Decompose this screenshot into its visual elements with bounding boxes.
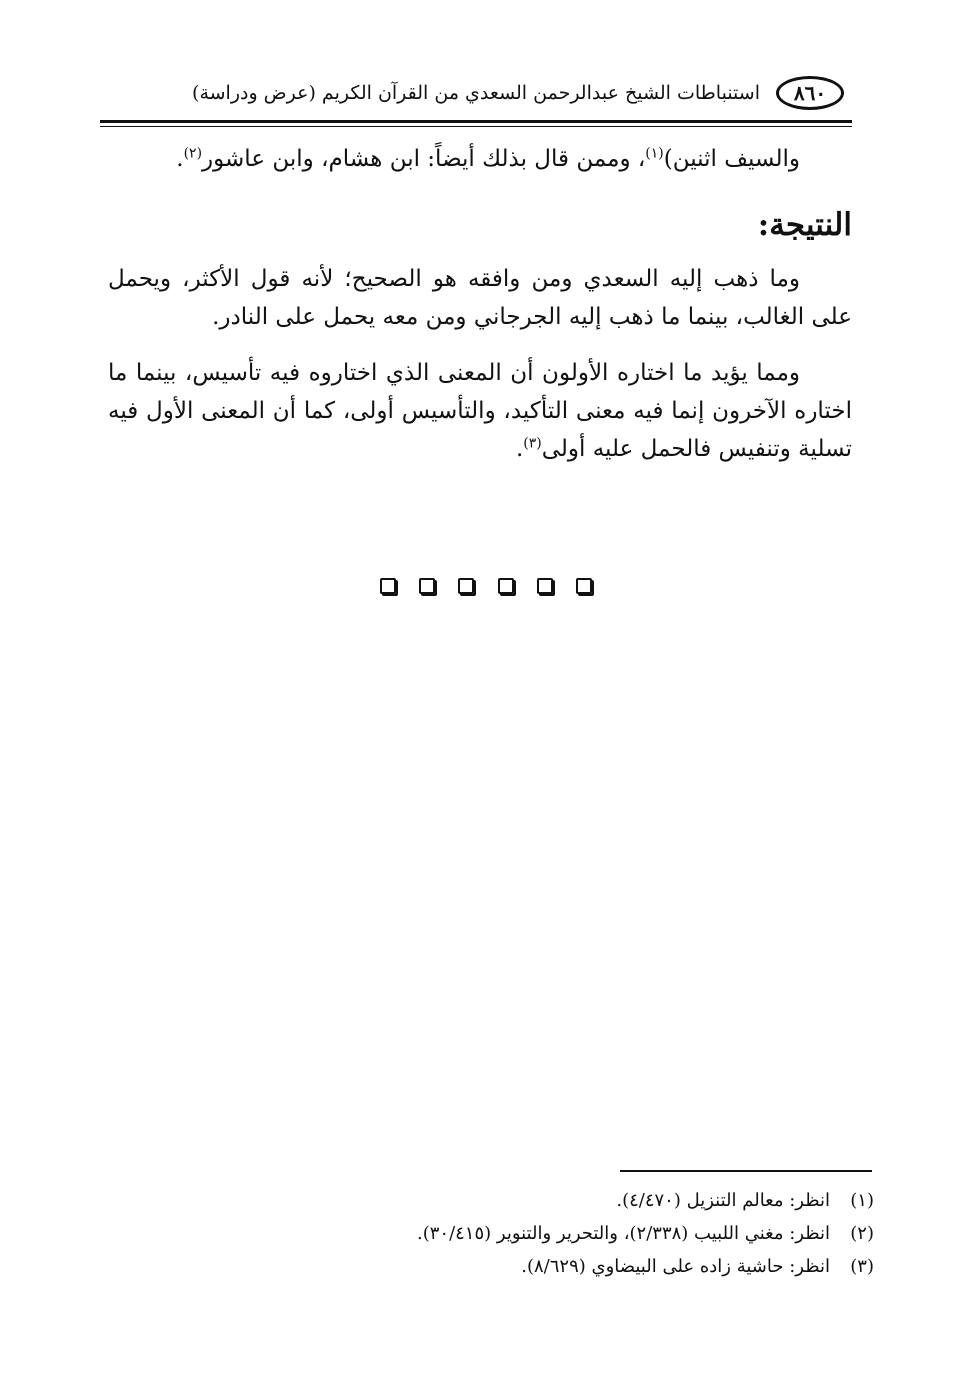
- footnote-number: (١): [850, 1190, 874, 1211]
- header-rule-thick: [100, 120, 852, 123]
- footnote-text: انظر: مغني اللبيب (٢/٣٣٨)، والتحرير والتنوير (٣٠/٤١٥).: [416, 1223, 830, 1244]
- paragraph-gap: [108, 336, 852, 354]
- footnote-text: انظر: حاشية زاده على البيضاوي (٨/٦٢٩).: [521, 1256, 830, 1277]
- paragraph-2: وما ذهب إليه السعدي ومن وافقه هو الصحيح؛ لأنه قول الأكثر، ويحمل على الغالب، بينما ما ذهب إليه الجرجاني ومن معه يحمل على النادر.: [108, 266, 852, 330]
- footnotes: [300, 1184, 874, 1283]
- footnote-ref-3[interactable]: (٣): [523, 435, 542, 452]
- footnote-text: انظر: معالم التنزيل (٤/٤٧٠).: [616, 1190, 830, 1211]
- paragraph-3-end: .: [515, 436, 524, 462]
- footnote-1: [300, 1184, 874, 1217]
- paragraph-1-end: .: [176, 146, 184, 172]
- paragraph-1: [108, 140, 852, 178]
- paragraph-3: [108, 354, 852, 468]
- footnote-ref-1[interactable]: (١): [645, 145, 664, 162]
- footnote-3: [300, 1250, 874, 1283]
- paragraph-3-text: ومما يؤيد ما اختاره الأولون أن المعنى الذي اختاروه فيه تأسيس، بينما ما اختاره الآخرون إنما فيه معنى التأكيد، والتأسيس أولى، كما أن المعنى الأول فيه تسلية وتنفيس فالحمل عليه أولى: [108, 360, 852, 462]
- running-title: استنباطات الشيخ عبدالرحمن السعدي من القرآن الكريم (عرض ودراسة): [192, 82, 760, 104]
- square-bullet-icon: [458, 578, 474, 594]
- square-bullet-icon: [498, 578, 514, 594]
- section-heading: النتيجة:: [757, 207, 852, 243]
- section-separator: [380, 578, 592, 600]
- header-rule-thin: [100, 126, 852, 127]
- square-bullet-icon: [537, 578, 553, 594]
- square-bullet-icon: [380, 578, 396, 594]
- paragraph-1-text: والسيف اثنين): [663, 146, 800, 172]
- page-number: ٨٦٠: [776, 76, 844, 110]
- footnote-2: [300, 1217, 874, 1250]
- page-header: [100, 72, 852, 120]
- square-bullet-icon: [576, 578, 592, 594]
- footnote-rule: [620, 1170, 872, 1172]
- paragraph-1-middle: ، وممن قال بذلك أيضاً: ابن هشام، وابن عاشور: [202, 146, 646, 172]
- square-bullet-icon: [419, 578, 435, 594]
- footnote-number: (٢): [850, 1223, 874, 1244]
- footnote-ref-2[interactable]: (٢): [183, 145, 203, 162]
- main-text: [108, 140, 852, 468]
- footnote-number: (٣): [850, 1256, 874, 1277]
